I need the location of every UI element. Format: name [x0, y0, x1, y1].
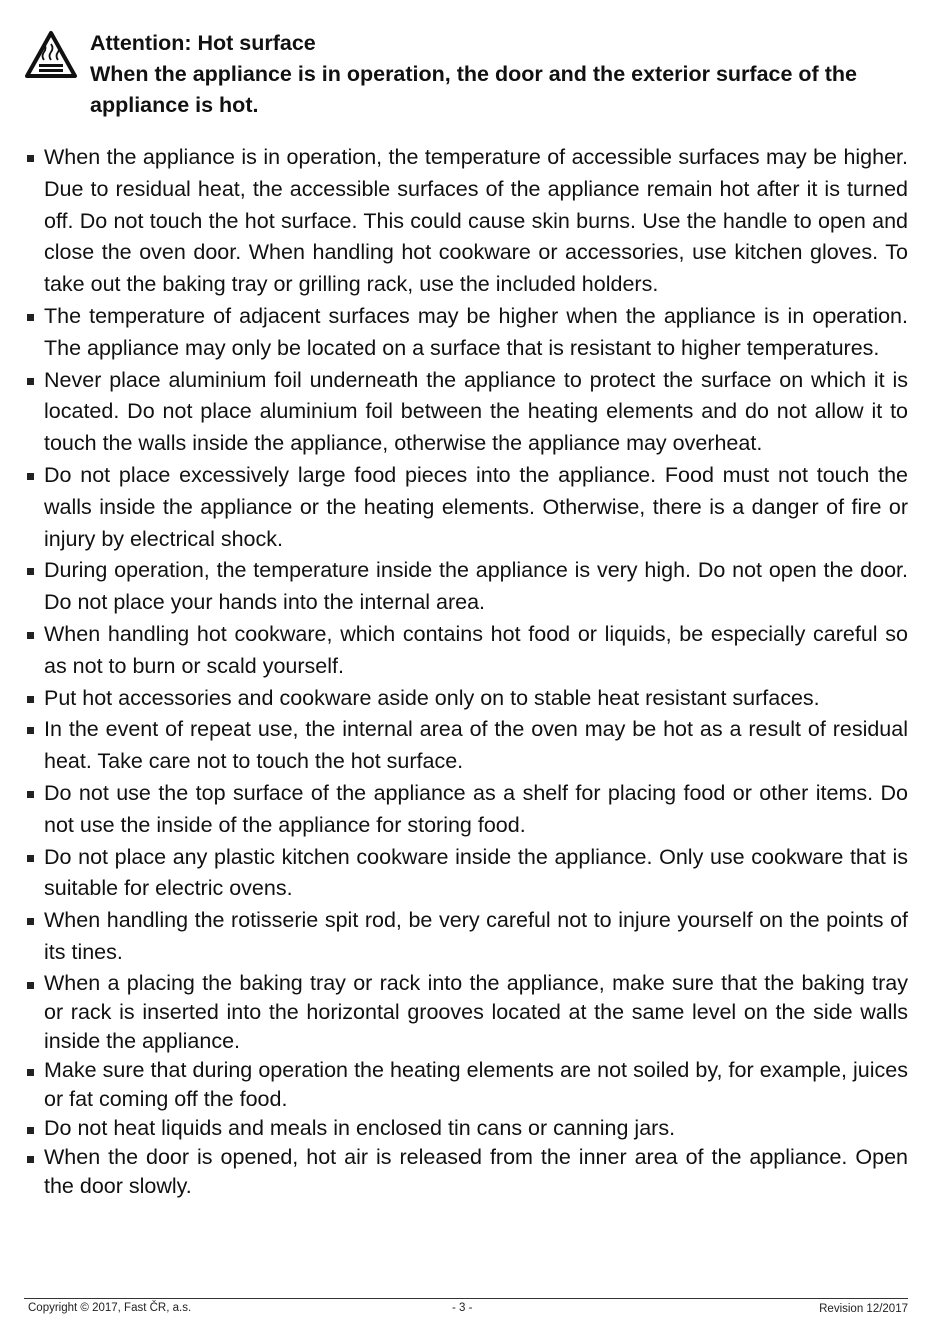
bullet-marker — [27, 155, 34, 162]
list-item-text: Put hot accessories and cookware aside only on to stable heat resistant surfaces. — [44, 685, 820, 710]
copyright-text: Copyright © 2017, Fast ČR, a.s. — [28, 1302, 192, 1314]
list-item — [24, 619, 908, 683]
list-item — [24, 142, 908, 301]
bullet-marker — [27, 727, 34, 734]
list-item — [24, 714, 908, 778]
list-item-text: Do not place any plastic kitchen cookware inside the appliance. Only use cookware that is suitable for electric ovens. — [44, 844, 908, 901]
list-item — [24, 1143, 908, 1201]
list-item — [24, 842, 908, 906]
page-footer — [24, 1298, 908, 1321]
list-item-text: Do not use the top surface of the appliance as a shelf for placing food or other items. Do not use the inside of the appliance for storing food. — [44, 780, 908, 837]
hot-surface-warning — [24, 28, 914, 120]
list-item-text: The temperature of adjacent surfaces may be higher when the appliance is in operation. The appliance may only be located on a surface that is resistant to higher temperatures. — [44, 303, 908, 360]
list-item — [24, 301, 908, 365]
list-item-text: When the appliance is in operation, the temperature of accessible surfaces may be higher. Due to residual heat, the accessible surfaces of the appliance remain hot after it is turned off. Do not touch the hot surface. This could cause skin burns. Use the handle to open and close the oven door. When handling hot cookware or accessories, use kitchen gloves. To take out the baking tray or grilling rack, use the included holders. — [44, 145, 908, 297]
bullet-marker — [27, 473, 34, 480]
list-item-text: Never place aluminium foil underneath the appliance to protect the surface on which it is located. Do not place aluminium foil between the heating elements and do not allow it to touch the walls inside the appliance, otherwise the appliance may overheat. — [44, 367, 908, 456]
list-item — [24, 683, 908, 715]
list-item — [24, 460, 908, 555]
list-item — [24, 778, 908, 842]
list-item — [24, 969, 908, 1056]
list-item-text: When handling hot cookware, which contains hot food or liquids, be especially careful so as not to burn or scald yourself. — [44, 621, 908, 678]
list-item — [24, 1056, 908, 1114]
list-item-text: Do not heat liquids and meals in enclosed tin cans or canning jars. — [44, 1115, 676, 1140]
list-item-text: When a placing the baking tray or rack into the appliance, make sure that the baking tray or rack is inserted into the horizontal grooves located at the same level on the side walls inside the appliance. — [44, 970, 908, 1053]
list-item — [24, 555, 908, 619]
bullet-marker — [27, 568, 34, 575]
bullet-marker — [27, 791, 34, 798]
bullet-marker — [27, 855, 34, 862]
list-item-text: When handling the rotisserie spit rod, be very careful not to injure yourself on the points of its tines. — [44, 908, 908, 964]
bullet-marker — [27, 314, 34, 321]
list-item — [24, 1114, 908, 1143]
list-item-text: During operation, the temperature inside the appliance is very high. Do not open the door. Do not place your hands into the internal area. — [44, 558, 908, 615]
bullet-marker — [27, 696, 34, 703]
bullet-marker — [27, 982, 34, 989]
page-number: - 3 - — [452, 1302, 473, 1314]
list-item — [24, 905, 908, 969]
bullet-marker — [27, 918, 34, 925]
bullet-marker — [27, 378, 34, 385]
list-item-text: When the door is opened, hot air is released from the inner area of the appliance. Open the door slowly. — [44, 1144, 908, 1198]
revision-text: Revision 12/2017 — [819, 1303, 908, 1315]
bullet-marker — [27, 1127, 34, 1134]
bullet-marker — [27, 632, 34, 639]
bullet-marker — [27, 1069, 34, 1076]
warning-text: When the appliance is in operation, the door and the exterior surface of the appliance is hot. — [90, 62, 857, 117]
bullet-marker — [27, 1156, 34, 1163]
list-item-text: In the event of repeat use, the internal area of the oven may be hot as a result of residual heat. Take care not to touch the hot surface. — [44, 717, 908, 774]
list-item-text: Do not place excessively large food pieces into the appliance. Food must not touch the walls inside the appliance or the heating elements. Otherwise, there is a danger of fire or injury by electrical shock. — [44, 462, 908, 551]
hot-surface-warning-icon — [24, 30, 78, 80]
list-item-text: Make sure that during operation the heating elements are not soiled by, for example, juices or fat coming off the food. — [44, 1057, 908, 1111]
list-item — [24, 365, 908, 460]
warning-title: Attention: Hot surface — [90, 31, 316, 55]
safety-instructions-list — [24, 142, 908, 1201]
